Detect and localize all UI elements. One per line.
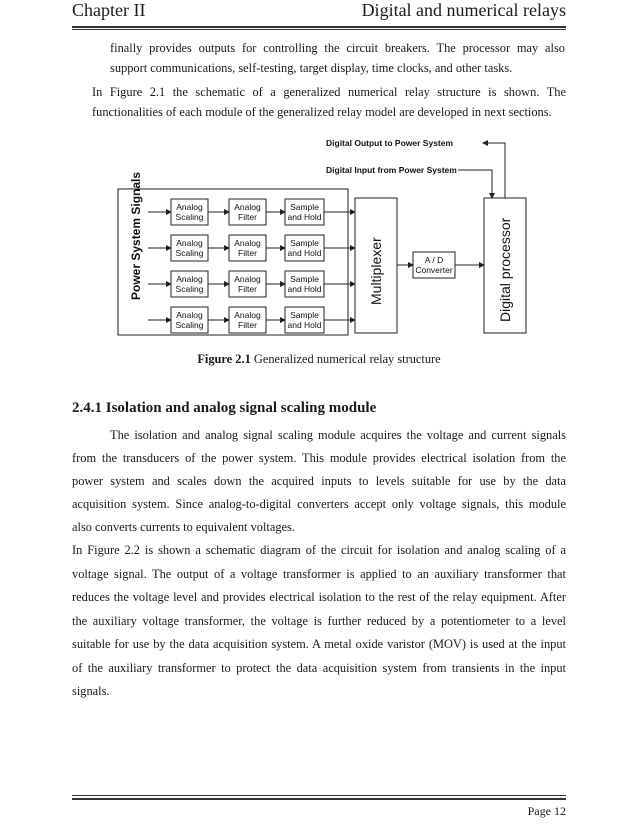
text-line: The isolation and analog signal scaling module acquires the voltage and current signals [110, 428, 566, 442]
paragraph-figure-2-2 [72, 539, 566, 704]
text-line: In Figure 2.1 the schematic of a generalized numerical relay structure is shown. The [92, 85, 566, 99]
block-label: Analog [234, 274, 261, 284]
block-label: Analog [234, 202, 261, 212]
digital-output-label: Digital Output to Power System [326, 138, 454, 148]
figure-caption-text: Generalized numerical relay structure [250, 352, 441, 366]
block-label: and Hold [287, 212, 322, 222]
text-line: acquisition system. Since analog-to-digital converters accept only voltage signals, this module [72, 497, 566, 511]
block-label: Sample [290, 202, 319, 212]
block-label: Analog [176, 238, 203, 248]
digital-processor-label: Digital processor [497, 217, 513, 322]
paragraph-isolation-module [72, 424, 566, 539]
text-line: also converts currents to equivalent voltages. [72, 520, 295, 534]
block-label: Analog [176, 274, 203, 284]
footer-rule [72, 798, 566, 800]
text-line: power system and scales down the acquired inputs to levels suitable for use by the data [72, 474, 566, 488]
block-label: Sample [290, 274, 319, 284]
multiplexer-label: Multiplexer [368, 237, 384, 305]
header-section-title: Digital and numerical relays [361, 0, 566, 20]
block-label: Analog [234, 310, 261, 320]
text-line: functionalities of each module of the generalized relay model are developed in next sections. [92, 105, 552, 119]
ad-converter-label: Converter [415, 265, 453, 275]
figure-caption-label: Figure 2.1 [197, 352, 251, 366]
section-heading: 2.4.1 Isolation and analog signal scaling module [72, 400, 377, 416]
text-line: finally provides outputs for controlling the circuit breakers. The processor may also [110, 41, 565, 55]
power-system-signals-label: Power System Signals [129, 171, 143, 300]
block-label: Filter [238, 248, 257, 258]
block-label: Filter [238, 320, 257, 330]
text-line: voltage signal. The output of a voltage transformer is applied to an auxiliary transformer that [72, 566, 566, 581]
text-line: from the transducers of the power system. This module provides electrical isolation from the [72, 451, 566, 465]
block-label: Filter [238, 284, 257, 294]
page-number: Page 12 [527, 804, 566, 818]
block-label: and Hold [287, 320, 322, 330]
text-line: signals. [72, 684, 110, 698]
block-label: Analog [176, 310, 203, 320]
chapter-title: Chapter II [72, 0, 146, 20]
block-label: Scaling [175, 248, 204, 258]
digital-input-label: Digital Input from Power System [326, 165, 457, 175]
text-line: suitable for use by the data acquisition system. A metal oxide varistor (MOV) is used at the input [72, 637, 566, 651]
analog-filter-blocks [229, 199, 266, 333]
block-label: Scaling [175, 212, 204, 222]
analog-scaling-blocks [171, 199, 208, 333]
block-label: Sample [290, 238, 319, 248]
block-label: Scaling [175, 284, 204, 294]
block-label: and Hold [287, 284, 322, 294]
block-label: Analog [234, 238, 261, 248]
ad-converter-label: A / D [424, 255, 444, 265]
block-label: Sample [290, 310, 319, 320]
block-label: Analog [176, 202, 203, 212]
figure-caption [0, 352, 638, 367]
text-line: In Figure 2.2 is shown a schematic diagram of the circuit for isolation and analog scaling of a [72, 543, 566, 557]
sample-hold-blocks [285, 199, 324, 333]
block-label: Filter [238, 212, 257, 222]
block-label: and Hold [287, 248, 322, 258]
text-line: of the auxiliary transformer to protect the data acquisition system from transients in the input [72, 660, 566, 675]
digital-input-line [458, 170, 492, 198]
footer-rule-thin [72, 795, 566, 796]
text-line: the auxiliary voltage transformer, the voltage is further reduced by a potentiometer to a level [72, 613, 566, 628]
text-line: support communications, self-testing, target display, time clocks, and other tasks. [110, 61, 513, 75]
text-line: reduces the voltage level and provides electrical isolation to the rest of the relay equipment. After [72, 590, 566, 604]
block-label: Scaling [175, 320, 204, 330]
relay-structure-diagram [0, 0, 638, 340]
